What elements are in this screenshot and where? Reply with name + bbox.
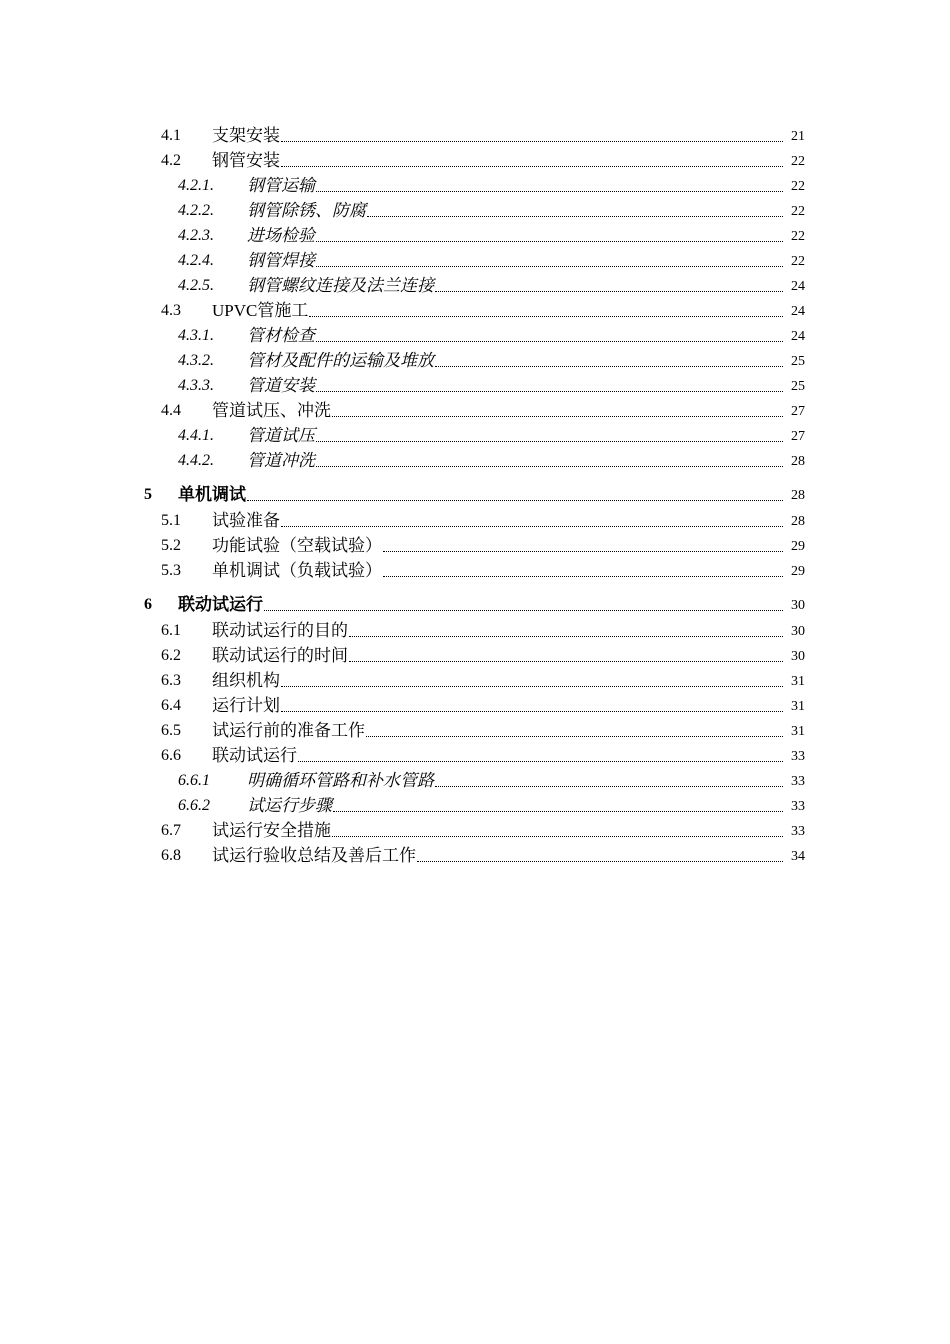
toc-entry-page-number: 29 (791, 564, 805, 579)
dot-leader (316, 465, 783, 467)
dot-leader (383, 550, 783, 552)
toc-entry-title: 管道安装 (247, 376, 315, 395)
toc-entry[interactable] (0, 584, 950, 618)
toc-entry-title: 进场检验 (247, 226, 315, 245)
toc-entry-page-number: 24 (791, 329, 805, 344)
toc-entry[interactable] (0, 769, 950, 794)
toc-entry[interactable] (0, 299, 950, 324)
toc-entry-number: 5.1 (161, 512, 181, 529)
toc-entry[interactable] (0, 474, 950, 508)
toc-entry-title-line (212, 402, 785, 420)
toc-entry-title: 组织机构 (212, 671, 280, 690)
toc-entry[interactable] (0, 249, 950, 274)
toc-entry-page-number: 25 (791, 354, 805, 369)
toc-entry-title: 运行计划 (212, 696, 280, 715)
toc-entry-title: 联动试运行的时间 (212, 646, 348, 665)
toc-entry-number: 5.2 (161, 537, 181, 554)
toc-entry-page-number: 33 (791, 774, 805, 789)
toc-entry[interactable] (0, 124, 950, 149)
toc-entry-title: 钢管螺纹连接及法兰连接 (247, 276, 434, 295)
dot-leader (316, 265, 783, 267)
toc-entry-title-line (212, 847, 785, 865)
toc-entry-title-line (212, 822, 785, 840)
toc-entry-title: 钢管运输 (247, 176, 315, 195)
toc-entry-page-number: 29 (791, 539, 805, 554)
dot-leader (367, 215, 783, 217)
toc-entry-title: 管材检查 (247, 326, 315, 345)
toc-entry-title-line (247, 252, 785, 270)
toc-entry-title: 管材及配件的运输及堆放 (247, 351, 434, 370)
toc-entry-number: 4.3.3. (178, 377, 214, 394)
toc-entry[interactable] (0, 794, 950, 819)
toc-entry[interactable] (0, 274, 950, 299)
toc-entry-title: 联动试运行的目的 (212, 621, 348, 640)
dot-leader (349, 635, 783, 637)
toc-entry[interactable] (0, 669, 950, 694)
toc-entry-page-number: 27 (791, 429, 805, 444)
toc-entry-number: 4.2.4. (178, 252, 214, 269)
toc-entry[interactable] (0, 424, 950, 449)
toc-entry[interactable] (0, 199, 950, 224)
toc-entry-title-line (247, 797, 785, 815)
dot-leader (309, 315, 783, 317)
toc-entry-page-number: 22 (791, 154, 805, 169)
toc-entry-number: 6.2 (161, 647, 181, 664)
dot-leader (435, 290, 783, 292)
toc-entry-title: UPVC管施工 (212, 301, 309, 320)
toc-entry-page-number: 22 (791, 204, 805, 219)
dot-leader (349, 660, 783, 662)
toc-entry-number: 4.3.1. (178, 327, 214, 344)
toc-entry-title: 明确循环管路和补水管路 (247, 771, 434, 790)
toc-entry[interactable] (0, 719, 950, 744)
dot-leader (332, 415, 783, 417)
toc-entry-number: 4.4.1. (178, 427, 214, 444)
toc-entry-title-line (247, 227, 785, 245)
toc-entry-number: 6.6 (161, 747, 181, 764)
toc-entry[interactable] (0, 399, 950, 424)
table-of-contents (0, 124, 950, 869)
toc-entry[interactable] (0, 819, 950, 844)
dot-leader (316, 390, 783, 392)
toc-entry-title-line (247, 177, 785, 195)
toc-entry-title-line (212, 562, 785, 580)
dot-leader (281, 525, 783, 527)
dot-leader (316, 240, 783, 242)
dot-leader (316, 190, 783, 192)
toc-entry-page-number: 22 (791, 179, 805, 194)
toc-entry-title-line (247, 427, 785, 445)
dot-leader (281, 685, 783, 687)
toc-entry[interactable] (0, 619, 950, 644)
toc-entry-page-number: 34 (791, 849, 805, 864)
toc-entry[interactable] (0, 149, 950, 174)
toc-entry-number: 4.3.2. (178, 352, 214, 369)
toc-entry-title-line (212, 647, 785, 665)
dot-leader (316, 340, 783, 342)
toc-entry-title: 钢管焊接 (247, 251, 315, 270)
toc-entry-title-line (212, 622, 785, 640)
toc-entry-number: 6.5 (161, 722, 181, 739)
dot-leader (247, 499, 783, 501)
toc-entry-page-number: 33 (791, 749, 805, 764)
toc-entry-page-number: 28 (791, 454, 805, 469)
dot-leader (281, 165, 783, 167)
toc-entry-page-number: 30 (791, 649, 805, 664)
toc-entry-title-line (212, 722, 785, 740)
toc-entry-title: 管道试压 (247, 426, 315, 445)
toc-entry-number: 6.3 (161, 672, 181, 689)
toc-entry-number: 6.6.2 (178, 797, 210, 814)
toc-entry[interactable] (0, 449, 950, 474)
toc-entry-number: 4.2 (161, 152, 181, 169)
toc-entry-page-number: 30 (791, 598, 805, 613)
toc-entry-title: 管道冲洗 (247, 451, 315, 470)
toc-entry-title-line (212, 697, 785, 715)
toc-entry[interactable] (0, 174, 950, 199)
toc-entry-title-line (178, 596, 785, 614)
toc-entry-number: 6.8 (161, 847, 181, 864)
toc-entry-number: 5.3 (161, 562, 181, 579)
toc-entry-page-number: 21 (791, 129, 805, 144)
toc-entry-title-line (247, 452, 785, 470)
toc-entry-title-line (247, 772, 785, 790)
toc-entry-page-number: 31 (791, 674, 805, 689)
toc-entry-title: 试运行安全措施 (212, 821, 331, 840)
dot-leader (417, 860, 783, 862)
toc-entry-page-number: 30 (791, 624, 805, 639)
toc-entry-number: 6.4 (161, 697, 181, 714)
dot-leader (366, 735, 783, 737)
toc-entry-number: 5 (144, 486, 152, 503)
toc-entry-page-number: 33 (791, 799, 805, 814)
toc-entry-number: 6.6.1 (178, 772, 210, 789)
toc-entry-number: 4.2.3. (178, 227, 214, 244)
toc-entry-title-line (212, 302, 785, 320)
toc-entry[interactable] (0, 534, 950, 559)
toc-entry[interactable] (0, 694, 950, 719)
toc-entry[interactable] (0, 844, 950, 869)
toc-entry-title: 试验准备 (212, 511, 280, 530)
dot-leader (316, 440, 783, 442)
toc-entry-number: 4.4.2. (178, 452, 214, 469)
toc-entry-page-number: 24 (791, 279, 805, 294)
toc-entry-page-number: 31 (791, 699, 805, 714)
toc-entry-title-line (212, 672, 785, 690)
toc-entry-title-line (212, 512, 785, 530)
toc-entry-title: 钢管除锈、防腐 (247, 201, 366, 220)
toc-entry-title: 功能试验（空载试验） (212, 536, 382, 555)
dot-leader (333, 810, 783, 812)
toc-entry-title-line (212, 127, 785, 145)
toc-entry-title: 试运行前的准备工作 (212, 721, 365, 740)
dot-leader (264, 609, 783, 611)
toc-entry-page-number: 22 (791, 229, 805, 244)
toc-entry-page-number: 25 (791, 379, 805, 394)
toc-entry-page-number: 27 (791, 404, 805, 419)
toc-entry-title: 联动试运行 (212, 746, 297, 765)
toc-entry-title: 管道试压、冲洗 (212, 401, 331, 420)
toc-entry-page-number: 24 (791, 304, 805, 319)
toc-entry-title: 试运行步骤 (247, 796, 332, 815)
dot-leader (435, 365, 783, 367)
toc-entry-page-number: 28 (791, 514, 805, 529)
toc-entry[interactable] (0, 559, 950, 584)
toc-entry-title-line (247, 327, 785, 345)
toc-entry[interactable] (0, 509, 950, 534)
toc-entry-title-line (178, 486, 785, 504)
toc-entry[interactable] (0, 644, 950, 669)
toc-entry-title-line (247, 352, 785, 370)
toc-entry-title: 钢管安装 (212, 151, 280, 170)
toc-entry-title-line (247, 277, 785, 295)
toc-entry-number: 6.1 (161, 622, 181, 639)
toc-entry-title-line (212, 747, 785, 765)
toc-entry-number: 6 (144, 596, 152, 613)
dot-leader (281, 140, 783, 142)
toc-entry-number: 6.7 (161, 822, 181, 839)
toc-entry-number: 4.3 (161, 302, 181, 319)
toc-entry-title: 联动试运行 (178, 595, 263, 614)
toc-entry[interactable] (0, 224, 950, 249)
toc-entry[interactable] (0, 324, 950, 349)
toc-entry[interactable] (0, 374, 950, 399)
dot-leader (332, 835, 783, 837)
dot-leader (383, 575, 783, 577)
toc-entry-title: 单机调试 (178, 485, 246, 504)
toc-entry-page-number: 28 (791, 488, 805, 503)
dot-leader (298, 760, 783, 762)
toc-entry-title-line (212, 152, 785, 170)
toc-entry-title: 单机调试（负载试验） (212, 561, 382, 580)
toc-entry-number: 4.4 (161, 402, 181, 419)
toc-entry[interactable] (0, 349, 950, 374)
toc-entry-title-line (212, 537, 785, 555)
dot-leader (281, 710, 783, 712)
toc-entry[interactable] (0, 744, 950, 769)
toc-entry-number: 4.2.2. (178, 202, 214, 219)
dot-leader (435, 785, 783, 787)
toc-entry-page-number: 31 (791, 724, 805, 739)
toc-entry-number: 4.2.1. (178, 177, 214, 194)
toc-entry-number: 4.2.5. (178, 277, 214, 294)
toc-entry-title: 支架安装 (212, 126, 280, 145)
toc-entry-title: 试运行验收总结及善后工作 (212, 846, 416, 865)
toc-entry-page-number: 22 (791, 254, 805, 269)
toc-entry-page-number: 33 (791, 824, 805, 839)
toc-entry-number: 4.1 (161, 127, 181, 144)
toc-entry-title-line (247, 202, 785, 220)
toc-entry-title-line (247, 377, 785, 395)
